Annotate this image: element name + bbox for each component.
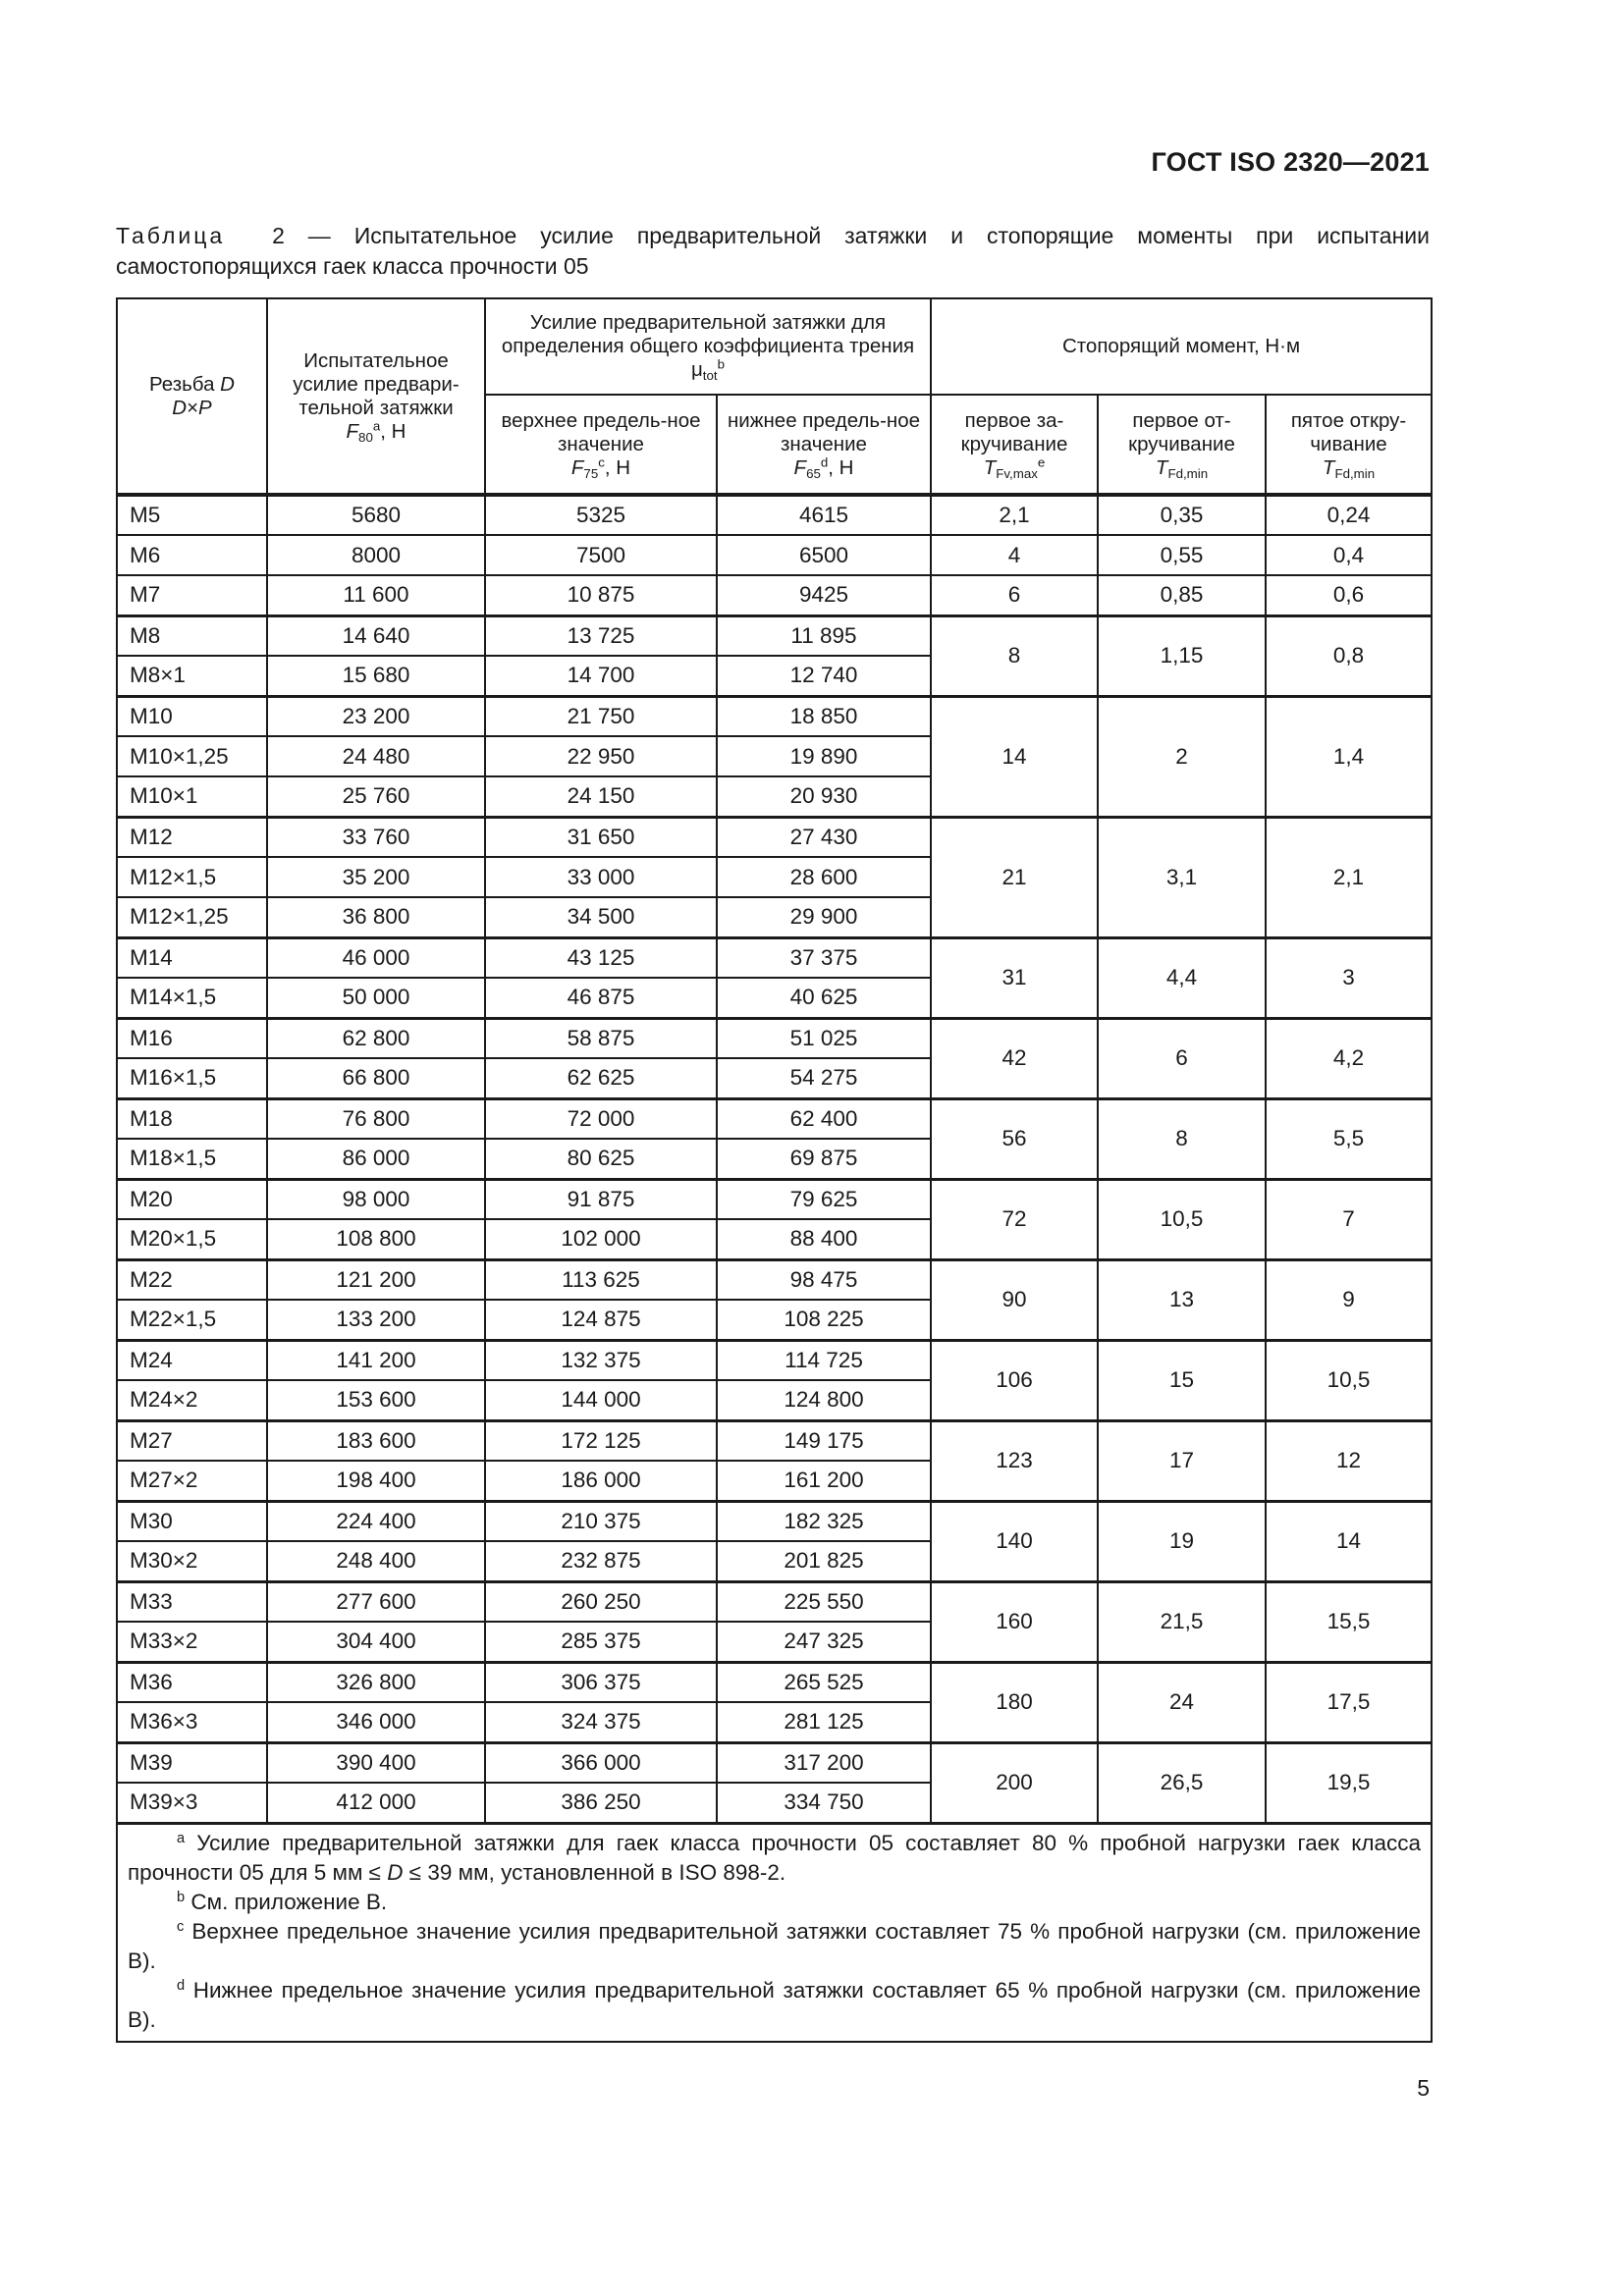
cell-upper-force: 386 250 xyxy=(485,1783,717,1823)
cell-test-force: 11 600 xyxy=(267,575,485,615)
cell-first-on-torque: 56 xyxy=(931,1098,1098,1179)
cell-thread: M39 xyxy=(117,1742,267,1783)
cell-fifth-off-torque: 10,5 xyxy=(1266,1340,1432,1420)
cell-first-on-torque: 21 xyxy=(931,817,1098,937)
cell-lower-force: 281 125 xyxy=(717,1702,931,1742)
cell-lower-force: 124 800 xyxy=(717,1380,931,1420)
cell-test-force: 66 800 xyxy=(267,1058,485,1098)
cell-first-off-torque: 1,15 xyxy=(1098,615,1266,696)
cell-lower-force: 88 400 xyxy=(717,1219,931,1259)
cell-lower-force: 62 400 xyxy=(717,1098,931,1139)
cell-lower-force: 69 875 xyxy=(717,1139,931,1179)
cell-upper-force: 124 875 xyxy=(485,1300,717,1340)
cell-test-force: 35 200 xyxy=(267,857,485,897)
cell-first-on-torque: 106 xyxy=(931,1340,1098,1420)
header-torque-group: Стопорящий момент, Н·м xyxy=(931,298,1432,395)
cell-lower-force: 265 525 xyxy=(717,1662,931,1702)
cell-fifth-off-torque: 17,5 xyxy=(1266,1662,1432,1742)
cell-test-force: 304 400 xyxy=(267,1622,485,1662)
cell-thread: M12×1,5 xyxy=(117,857,267,897)
cell-thread: M18 xyxy=(117,1098,267,1139)
cell-thread: M33×2 xyxy=(117,1622,267,1662)
cell-thread: M8 xyxy=(117,615,267,656)
header-clamp-force-group: Усилие предварительной затяжки для определения общего коэффициента трения $\mu_{tot}^b$ xyxy=(485,298,931,395)
cell-lower-force: 28 600 xyxy=(717,857,931,897)
cell-test-force: 62 800 xyxy=(267,1018,485,1058)
cell-lower-force: 40 625 xyxy=(717,978,931,1018)
cell-test-force: 25 760 xyxy=(267,776,485,817)
cell-first-off-torque: 0,85 xyxy=(1098,575,1266,615)
cell-lower-force: 4615 xyxy=(717,495,931,535)
cell-test-force: 346 000 xyxy=(267,1702,485,1742)
cell-upper-force: 260 250 xyxy=(485,1581,717,1622)
cell-thread: M36×3 xyxy=(117,1702,267,1742)
table-footnotes xyxy=(117,1823,1432,2042)
cell-upper-force: 5325 xyxy=(485,495,717,535)
cell-upper-force: 132 375 xyxy=(485,1340,717,1380)
table-row xyxy=(117,937,1432,978)
table-row xyxy=(117,1662,1432,1702)
cell-thread: M20×1,5 xyxy=(117,1219,267,1259)
cell-lower-force: 317 200 xyxy=(717,1742,931,1783)
cell-lower-force: 11 895 xyxy=(717,615,931,656)
cell-fifth-off-torque: 5,5 xyxy=(1266,1098,1432,1179)
cell-upper-force: 72 000 xyxy=(485,1098,717,1139)
cell-first-off-torque: 0,55 xyxy=(1098,535,1266,575)
cell-first-on-torque: 140 xyxy=(931,1501,1098,1581)
cell-lower-force: 149 175 xyxy=(717,1420,931,1461)
cell-first-off-torque: 6 xyxy=(1098,1018,1266,1098)
cell-first-on-torque: 31 xyxy=(931,937,1098,1018)
cell-lower-force: 29 900 xyxy=(717,897,931,937)
cell-thread: M12×1,25 xyxy=(117,897,267,937)
caption-label: Таблица xyxy=(116,223,226,248)
cell-test-force: 36 800 xyxy=(267,897,485,937)
cell-lower-force: 9425 xyxy=(717,575,931,615)
cell-fifth-off-torque: 9 xyxy=(1266,1259,1432,1340)
cell-first-off-torque: 26,5 xyxy=(1098,1742,1266,1823)
cell-fifth-off-torque: 19,5 xyxy=(1266,1742,1432,1823)
cell-upper-force: 172 125 xyxy=(485,1420,717,1461)
footnote-a: $^a$ Усилие предварительной затяжки для гаек класса прочности 05 составляет 80 % пробной нагрузки гаек класса прочности 05 для 5 мм ≤ D ≤ 39 мм, установленной в ISO 898-2. xyxy=(128,1830,1422,1885)
cell-first-on-torque: 123 xyxy=(931,1420,1098,1501)
cell-thread: M10 xyxy=(117,696,267,736)
cell-upper-force: 46 875 xyxy=(485,978,717,1018)
cell-fifth-off-torque: 0,4 xyxy=(1266,535,1432,575)
cell-upper-force: 22 950 xyxy=(485,736,717,776)
cell-first-off-torque: 4,4 xyxy=(1098,937,1266,1018)
cell-test-force: 224 400 xyxy=(267,1501,485,1541)
cell-thread: M14×1,5 xyxy=(117,978,267,1018)
cell-test-force: 33 760 xyxy=(267,817,485,857)
cell-first-off-torque: 3,1 xyxy=(1098,817,1266,937)
caption-number: 2 xyxy=(272,223,285,248)
cell-thread: M27 xyxy=(117,1420,267,1461)
cell-thread: M24×2 xyxy=(117,1380,267,1420)
cell-fifth-off-torque: 7 xyxy=(1266,1179,1432,1259)
cell-fifth-off-torque: 14 xyxy=(1266,1501,1432,1581)
table-row xyxy=(117,1742,1432,1783)
header-first-on: первое за-кручивание $T_{Fv,max}^e$ xyxy=(931,395,1098,495)
cell-upper-force: 232 875 xyxy=(485,1541,717,1581)
cell-fifth-off-torque: 1,4 xyxy=(1266,696,1432,817)
header-test-force: Испытательное усилие предвари-тельной затяжки $F_{80}^a$, Н xyxy=(267,298,485,495)
cell-lower-force: 334 750 xyxy=(717,1783,931,1823)
cell-first-on-torque: 160 xyxy=(931,1581,1098,1662)
cell-first-off-torque: 10,5 xyxy=(1098,1179,1266,1259)
cell-first-on-torque: 180 xyxy=(931,1662,1098,1742)
cell-upper-force: 34 500 xyxy=(485,897,717,937)
cell-upper-force: 33 000 xyxy=(485,857,717,897)
cell-thread: M5 xyxy=(117,495,267,535)
cell-thread: M14 xyxy=(117,937,267,978)
table-row xyxy=(117,1581,1432,1622)
cell-test-force: 76 800 xyxy=(267,1098,485,1139)
cell-lower-force: 182 325 xyxy=(717,1501,931,1541)
cell-test-force: 86 000 xyxy=(267,1139,485,1179)
cell-test-force: 23 200 xyxy=(267,696,485,736)
cell-fifth-off-torque: 4,2 xyxy=(1266,1018,1432,1098)
cell-fifth-off-torque: 2,1 xyxy=(1266,817,1432,937)
cell-lower-force: 161 200 xyxy=(717,1461,931,1501)
cell-lower-force: 18 850 xyxy=(717,696,931,736)
cell-upper-force: 21 750 xyxy=(485,696,717,736)
cell-test-force: 198 400 xyxy=(267,1461,485,1501)
cell-test-force: 390 400 xyxy=(267,1742,485,1783)
cell-test-force: 121 200 xyxy=(267,1259,485,1300)
cell-test-force: 248 400 xyxy=(267,1541,485,1581)
cell-first-on-torque: 200 xyxy=(931,1742,1098,1823)
cell-thread: M7 xyxy=(117,575,267,615)
cell-test-force: 98 000 xyxy=(267,1179,485,1219)
caption-text: — Испытательное усилие предварительной затяжки и стопорящие моменты при испытании самостопорящихся гаек класса прочности 05 xyxy=(116,223,1431,279)
cell-thread: M27×2 xyxy=(117,1461,267,1501)
cell-first-off-torque: 2 xyxy=(1098,696,1266,817)
cell-first-off-torque: 13 xyxy=(1098,1259,1266,1340)
table-row xyxy=(117,1259,1432,1300)
page-number: 5 xyxy=(1417,2075,1430,2101)
cell-upper-force: 80 625 xyxy=(485,1139,717,1179)
cell-first-off-torque: 24 xyxy=(1098,1662,1266,1742)
cell-thread: M8×1 xyxy=(117,656,267,696)
cell-test-force: 24 480 xyxy=(267,736,485,776)
cell-first-on-torque: 4 xyxy=(931,535,1098,575)
cell-lower-force: 54 275 xyxy=(717,1058,931,1098)
header-thread: Резьба D D×P xyxy=(117,298,267,495)
cell-thread: M16×1,5 xyxy=(117,1058,267,1098)
cell-lower-force: 37 375 xyxy=(717,937,931,978)
cell-upper-force: 62 625 xyxy=(485,1058,717,1098)
cell-upper-force: 210 375 xyxy=(485,1501,717,1541)
cell-first-on-torque: 8 xyxy=(931,615,1098,696)
cell-test-force: 133 200 xyxy=(267,1300,485,1340)
cell-lower-force: 27 430 xyxy=(717,817,931,857)
cell-fifth-off-torque: 3 xyxy=(1266,937,1432,1018)
cell-first-off-torque: 17 xyxy=(1098,1420,1266,1501)
cell-lower-force: 98 475 xyxy=(717,1259,931,1300)
cell-test-force: 326 800 xyxy=(267,1662,485,1702)
table-row xyxy=(117,1501,1432,1541)
table-row xyxy=(117,1179,1432,1219)
cell-upper-force: 324 375 xyxy=(485,1702,717,1742)
table-row xyxy=(117,817,1432,857)
cell-first-off-torque: 15 xyxy=(1098,1340,1266,1420)
table-row xyxy=(117,575,1432,615)
cell-lower-force: 12 740 xyxy=(717,656,931,696)
cell-upper-force: 91 875 xyxy=(485,1179,717,1219)
table-row xyxy=(117,1018,1432,1058)
cell-lower-force: 51 025 xyxy=(717,1018,931,1058)
cell-thread: M39×3 xyxy=(117,1783,267,1823)
cell-test-force: 141 200 xyxy=(267,1340,485,1380)
cell-test-force: 183 600 xyxy=(267,1420,485,1461)
cell-first-on-torque: 42 xyxy=(931,1018,1098,1098)
table-body xyxy=(117,495,1432,1823)
table-row xyxy=(117,495,1432,535)
cell-upper-force: 285 375 xyxy=(485,1622,717,1662)
cell-fifth-off-torque: 0,8 xyxy=(1266,615,1432,696)
cell-first-on-torque: 90 xyxy=(931,1259,1098,1340)
cell-test-force: 46 000 xyxy=(267,937,485,978)
cell-thread: M18×1,5 xyxy=(117,1139,267,1179)
cell-thread: M12 xyxy=(117,817,267,857)
table-caption xyxy=(116,221,1430,282)
table-row xyxy=(117,1098,1432,1139)
header-lower-limit: нижнее предель-ное значение $F_{65}^d$, Н xyxy=(717,395,931,495)
cell-thread: M22 xyxy=(117,1259,267,1300)
cell-first-on-torque: 2,1 xyxy=(931,495,1098,535)
cell-thread: M33 xyxy=(117,1581,267,1622)
cell-test-force: 14 640 xyxy=(267,615,485,656)
cell-upper-force: 186 000 xyxy=(485,1461,717,1501)
cell-upper-force: 366 000 xyxy=(485,1742,717,1783)
cell-first-off-torque: 21,5 xyxy=(1098,1581,1266,1662)
cell-lower-force: 247 325 xyxy=(717,1622,931,1662)
preload-torque-table xyxy=(116,297,1433,2043)
cell-thread: M22×1,5 xyxy=(117,1300,267,1340)
cell-test-force: 50 000 xyxy=(267,978,485,1018)
cell-first-off-torque: 19 xyxy=(1098,1501,1266,1581)
cell-test-force: 108 800 xyxy=(267,1219,485,1259)
cell-upper-force: 24 150 xyxy=(485,776,717,817)
cell-first-on-torque: 6 xyxy=(931,575,1098,615)
cell-lower-force: 19 890 xyxy=(717,736,931,776)
cell-upper-force: 43 125 xyxy=(485,937,717,978)
footnote-c: $^c$ Верхнее предельное значение усилия предварительной затяжки составляет 75 % пробной нагрузки (см. приложение В). xyxy=(128,1918,1422,1973)
table-row xyxy=(117,535,1432,575)
table-row xyxy=(117,696,1432,736)
cell-upper-force: 102 000 xyxy=(485,1219,717,1259)
cell-thread: M24 xyxy=(117,1340,267,1380)
cell-lower-force: 114 725 xyxy=(717,1340,931,1380)
cell-lower-force: 108 225 xyxy=(717,1300,931,1340)
cell-lower-force: 225 550 xyxy=(717,1581,931,1622)
cell-upper-force: 14 700 xyxy=(485,656,717,696)
cell-fifth-off-torque: 15,5 xyxy=(1266,1581,1432,1662)
cell-thread: M30×2 xyxy=(117,1541,267,1581)
header-upper-limit: верхнее предель-ное значение $F_{75}^c$, Н xyxy=(485,395,717,495)
cell-first-off-torque: 0,35 xyxy=(1098,495,1266,535)
cell-lower-force: 20 930 xyxy=(717,776,931,817)
cell-lower-force: 79 625 xyxy=(717,1179,931,1219)
cell-first-on-torque: 14 xyxy=(931,696,1098,817)
cell-thread: M36 xyxy=(117,1662,267,1702)
cell-lower-force: 201 825 xyxy=(717,1541,931,1581)
cell-first-off-torque: 8 xyxy=(1098,1098,1266,1179)
cell-fifth-off-torque: 12 xyxy=(1266,1420,1432,1501)
cell-upper-force: 13 725 xyxy=(485,615,717,656)
cell-thread: M16 xyxy=(117,1018,267,1058)
table-row xyxy=(117,1340,1432,1380)
cell-upper-force: 113 625 xyxy=(485,1259,717,1300)
cell-upper-force: 144 000 xyxy=(485,1380,717,1420)
cell-thread: M20 xyxy=(117,1179,267,1219)
table-row xyxy=(117,1420,1432,1461)
header-fifth-off: пятое откру-чивание $T_{Fd,min}$ xyxy=(1266,395,1432,495)
cell-thread: M6 xyxy=(117,535,267,575)
cell-test-force: 5680 xyxy=(267,495,485,535)
cell-fifth-off-torque: 0,24 xyxy=(1266,495,1432,535)
cell-test-force: 277 600 xyxy=(267,1581,485,1622)
cell-test-force: 15 680 xyxy=(267,656,485,696)
header-first-off: первое от-кручивание $T_{Fd,min}$ xyxy=(1098,395,1266,495)
cell-test-force: 8000 xyxy=(267,535,485,575)
footnote-b: $^b$ См. приложение В. xyxy=(177,1889,388,1914)
cell-test-force: 153 600 xyxy=(267,1380,485,1420)
cell-upper-force: 31 650 xyxy=(485,817,717,857)
document-code: ГОСТ ISO 2320—2021 xyxy=(1151,147,1430,177)
cell-test-force: 412 000 xyxy=(267,1783,485,1823)
cell-lower-force: 6500 xyxy=(717,535,931,575)
cell-thread: M30 xyxy=(117,1501,267,1541)
cell-upper-force: 7500 xyxy=(485,535,717,575)
cell-upper-force: 10 875 xyxy=(485,575,717,615)
table-row xyxy=(117,615,1432,656)
cell-thread: M10×1 xyxy=(117,776,267,817)
cell-upper-force: 58 875 xyxy=(485,1018,717,1058)
cell-first-on-torque: 72 xyxy=(931,1179,1098,1259)
cell-upper-force: 306 375 xyxy=(485,1662,717,1702)
cell-fifth-off-torque: 0,6 xyxy=(1266,575,1432,615)
cell-thread: M10×1,25 xyxy=(117,736,267,776)
footnote-d: $^d$ Нижнее предельное значение усилия предварительной затяжки составляет 65 % пробной нагрузки (см. приложение В). xyxy=(128,1977,1422,2032)
